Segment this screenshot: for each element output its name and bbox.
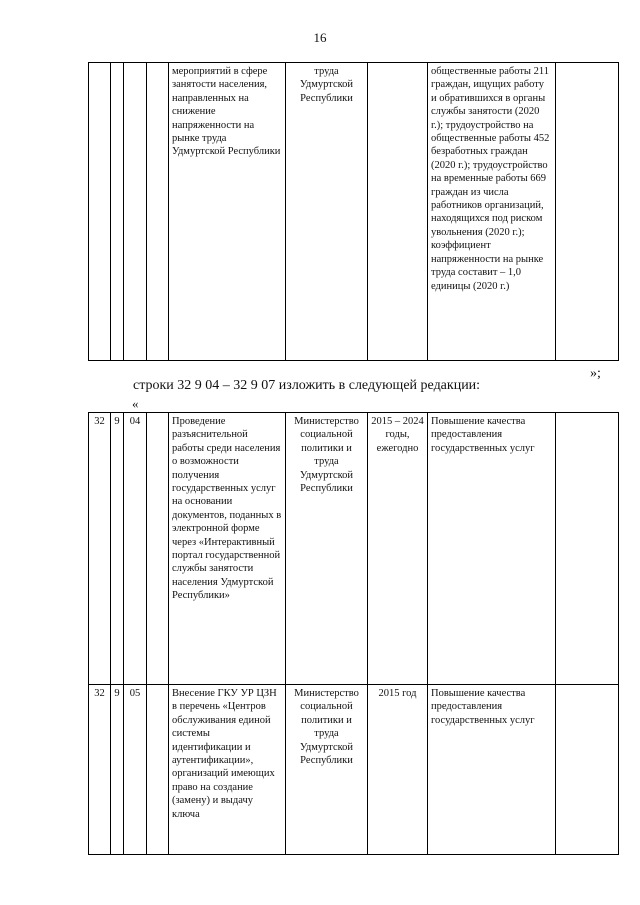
- cell-extra: [556, 685, 619, 855]
- cell-code-3: 04: [124, 413, 147, 685]
- table-continued: [88, 62, 619, 361]
- page-number: 16: [313, 30, 327, 45]
- cell-code-2: 9: [111, 413, 124, 685]
- cell-executor: труда Удмуртской Республики: [286, 63, 368, 361]
- cell-code-2: [111, 63, 124, 361]
- cell-result: Повышение качества предоставления государственных услуг: [428, 685, 556, 855]
- opening-quote: «: [132, 396, 139, 411]
- cell-period: [368, 63, 428, 361]
- table-row: [89, 685, 619, 855]
- cell-extra: [556, 63, 619, 361]
- cell-result: общественные работы 211 граждан, ищущих работу и обратившихся в органы службы занятости (2020 г.); трудоустройство на общественные работы 452 безработных граждан (2020 г.); трудоустройство на временные работы 669 граждан из числа работников организаций, находящихся под риском увольнения (2020 г.); коэффициент напряженности на рынке труда составит – 1,0 единицы (2020 г.): [428, 63, 556, 361]
- cell-period: 2015 год: [368, 685, 428, 855]
- cell-name: мероприятий в сфере занятости населения, направленных на снижение напряженности на рынке труда Удмуртской Республики: [169, 63, 286, 361]
- cell-code-4: [147, 413, 169, 685]
- cell-code-2: 9: [111, 685, 124, 855]
- cell-code-4: [147, 63, 169, 361]
- table-row: [89, 63, 619, 361]
- cell-extra: [556, 413, 619, 685]
- cell-code-1: [89, 63, 111, 361]
- cell-period: 2015 – 2024 годы, ежегодно: [368, 413, 428, 685]
- cell-code-3: [124, 63, 147, 361]
- cell-code-1: 32: [89, 413, 111, 685]
- cell-executor: Министерство социальной политики и труда Удмуртской Республики: [286, 685, 368, 855]
- table-amended-rows: [88, 412, 619, 855]
- cell-code-3: 05: [124, 685, 147, 855]
- cell-code-4: [147, 685, 169, 855]
- closing-quote: »;: [590, 366, 601, 381]
- cell-name: Внесение ГКУ УР ЦЗН в перечень «Центров обслуживания единой системы идентификации и аутентификации», организаций имеющих право на создание (замену) и выдачу ключа: [169, 685, 286, 855]
- amendment-intro: строки 32 9 04 – 32 9 07 изложить в следующей редакции:: [133, 378, 481, 393]
- cell-result: Повышение качества предоставления государственных услуг: [428, 413, 556, 685]
- table-row: [89, 413, 619, 685]
- cell-code-1: 32: [89, 685, 111, 855]
- cell-name: Проведение разъяснительной работы среди населения о возможности получения государственных услуг на основании документов, поданных в электронной форме через «Интерактивный портал государственной службы занятости населения Удмуртской Республики»: [169, 413, 286, 685]
- cell-executor: Министерство социальной политики и труда Удмуртской Республики: [286, 413, 368, 685]
